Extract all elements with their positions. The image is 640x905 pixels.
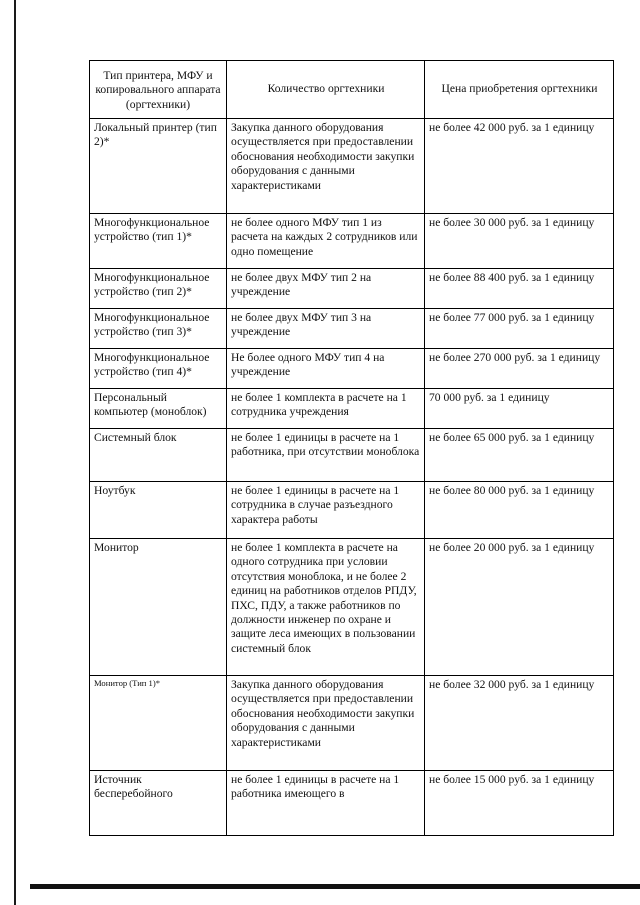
table-row xyxy=(90,771,614,836)
table-row xyxy=(90,676,614,771)
cell-price: не более 42 000 руб. за 1 единицу xyxy=(425,119,614,214)
table-row xyxy=(90,539,614,676)
table-row xyxy=(90,482,614,539)
cell-quantity: не более 1 единицы в расчете на 1 сотрудника в случае разъездного характера работы xyxy=(227,482,425,539)
header-price: Цена приобретения оргтехники xyxy=(425,61,614,119)
cell-price: не более 88 400 руб. за 1 единицу xyxy=(425,269,614,309)
table-row xyxy=(90,214,614,269)
cell-price: не более 65 000 руб. за 1 единицу xyxy=(425,429,614,482)
cell-type: Многофункциональное устройство (тип 3)* xyxy=(90,309,227,349)
cell-quantity: не более 1 единицы в расчете на 1 работника имеющего в xyxy=(227,771,425,836)
cell-price: не более 80 000 руб. за 1 единицу xyxy=(425,482,614,539)
cell-type: Многофункциональное устройство (тип 4)* xyxy=(90,349,227,389)
cell-quantity: Закупка данного оборудования осуществляется при предоставлении обоснования необходимости закупки оборудования с данными характеристиками xyxy=(227,119,425,214)
table-row xyxy=(90,389,614,429)
cell-quantity: не более двух МФУ тип 2 на учреждение xyxy=(227,269,425,309)
table-row xyxy=(90,309,614,349)
cell-type: Источник бесперебойного xyxy=(90,771,227,836)
cell-price: не более 32 000 руб. за 1 единицу xyxy=(425,676,614,771)
cell-type: Системный блок xyxy=(90,429,227,482)
table-row xyxy=(90,269,614,309)
cell-quantity: не более 1 комплекта в расчете на 1 сотрудника учреждения xyxy=(227,389,425,429)
cell-price: не более 270 000 руб. за 1 единицу xyxy=(425,349,614,389)
cell-quantity: Не более одного МФУ тип 4 на учреждение xyxy=(227,349,425,389)
table-row xyxy=(90,349,614,389)
cell-quantity: не более 1 единицы в расчете на 1 работника, при отсутствии моноблока xyxy=(227,429,425,482)
header-quantity: Количество оргтехники xyxy=(227,61,425,119)
cell-price: не более 20 000 руб. за 1 единицу xyxy=(425,539,614,676)
cell-price: не более 30 000 руб. за 1 единицу xyxy=(425,214,614,269)
table-row xyxy=(90,429,614,482)
cell-price: 70 000 руб. за 1 единицу xyxy=(425,389,614,429)
header-type: Тип принтера, МФУ и копировального аппарата (оргтехники) xyxy=(90,61,227,119)
cell-quantity: не более двух МФУ тип 3 на учреждение xyxy=(227,309,425,349)
cell-quantity: Закупка данного оборудования осуществляется при предоставлении обоснования необходимости закупки оборудования с данными характеристиками xyxy=(227,676,425,771)
cell-quantity: не более одного МФУ тип 1 из расчета на каждых 2 сотрудников или одно помещение xyxy=(227,214,425,269)
table-header-row xyxy=(90,61,614,119)
cell-type: Многофункциональное устройство (тип 1)* xyxy=(90,214,227,269)
cell-type: Многофункциональное устройство (тип 2)* xyxy=(90,269,227,309)
scan-edge-left xyxy=(14,0,16,905)
cell-quantity: не более 1 комплекта в расчете на одного сотрудника при условии отсутствия моноблока, и не более 2 единиц на работников отделов РПДУ, ПХС, ПДУ, а также работников по должности инженер по охране и защите леса имеющих в пользовании системный блок xyxy=(227,539,425,676)
cell-price: не более 77 000 руб. за 1 единицу xyxy=(425,309,614,349)
cell-price: не более 15 000 руб. за 1 единицу xyxy=(425,771,614,836)
scan-edge-bottom xyxy=(30,884,640,889)
cell-type: Монитор (Тип 1)* xyxy=(90,676,227,771)
cell-type: Локальный принтер (тип 2)* xyxy=(90,119,227,214)
table-row xyxy=(90,119,614,214)
cell-type: Ноутбук xyxy=(90,482,227,539)
cell-type: Персональный компьютер (моноблок) xyxy=(90,389,227,429)
cell-type: Монитор xyxy=(90,539,227,676)
equipment-table xyxy=(89,60,614,836)
